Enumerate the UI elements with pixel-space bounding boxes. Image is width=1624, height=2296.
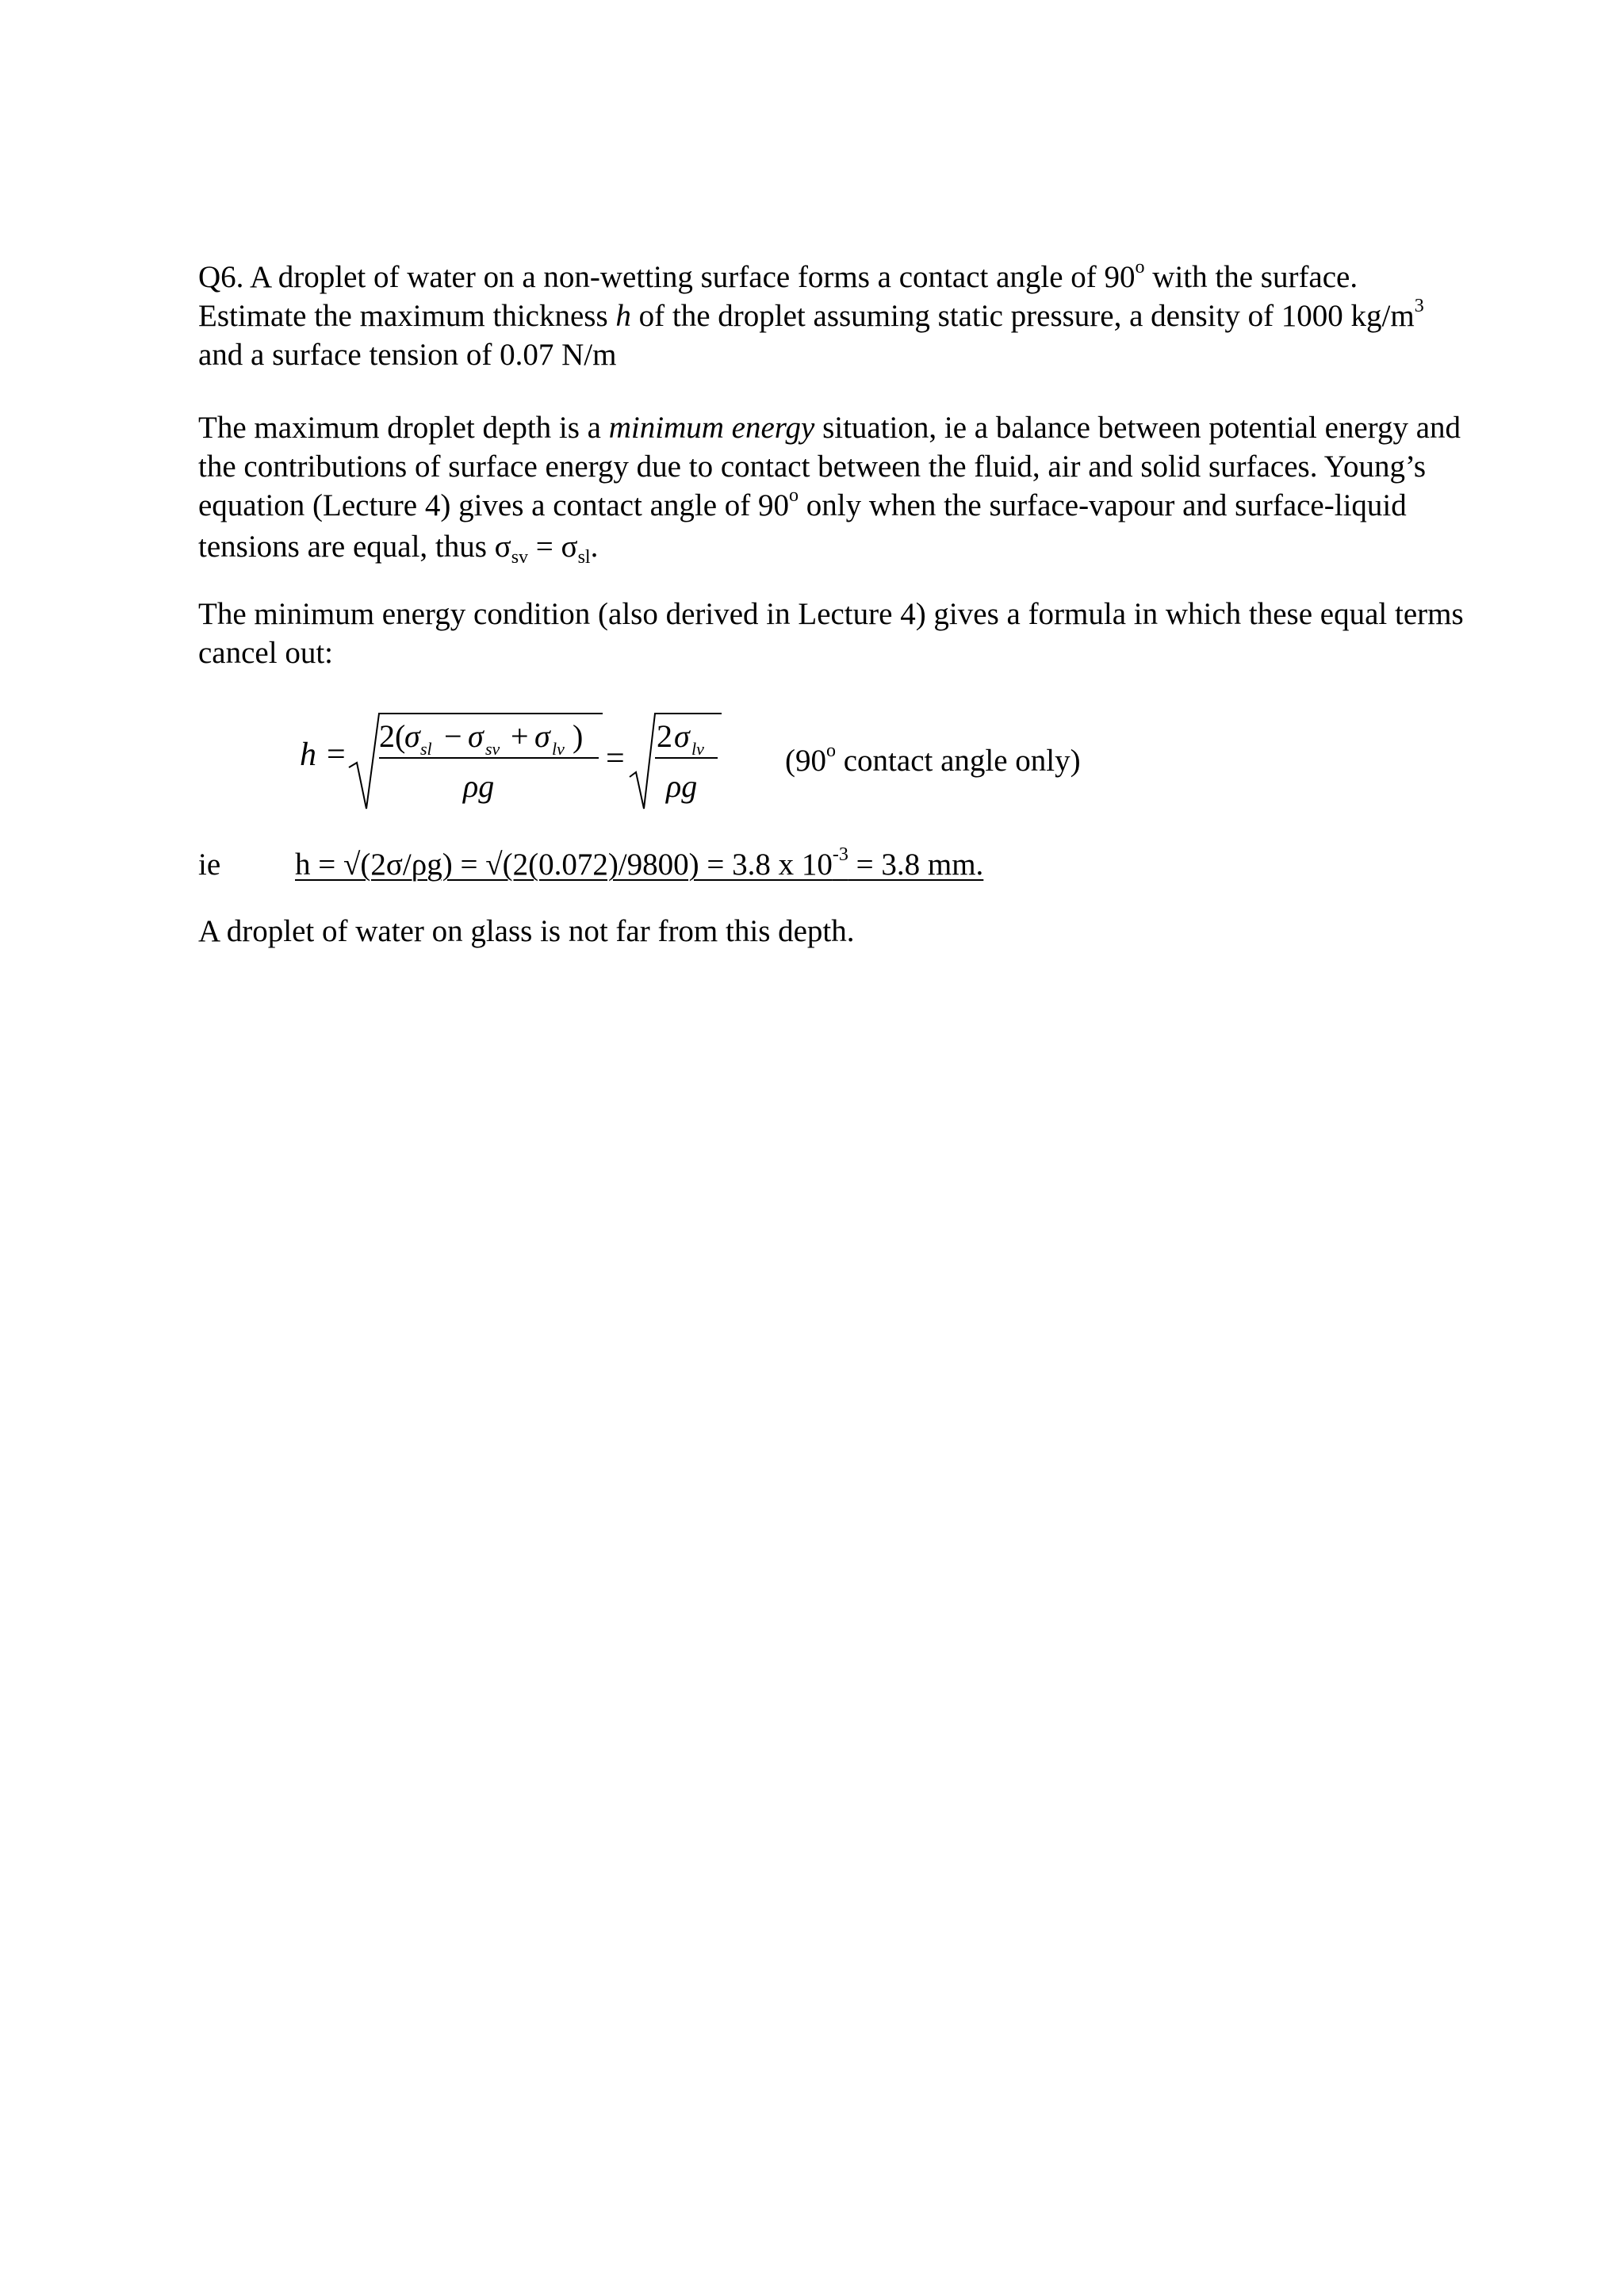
denominator-2: ρg <box>666 768 698 804</box>
denominator-1: ρg <box>463 768 495 804</box>
svg-text:): ) <box>573 718 584 754</box>
operator-minus: − <box>444 718 462 754</box>
question-line-2: Estimate the maximum thickness h of the droplet assuming static pressure, a density of 1000 $kg/m^3$ <box>198 296 1424 333</box>
explanation-line-3: equation (Lecture 4) gives a contact angle of 90$^o$ only when the surface-vapour and surface-liquid <box>198 485 1407 522</box>
equation-equals-2: = <box>606 740 625 777</box>
svg-text:(: ( <box>395 718 406 754</box>
explanation-paragraph <box>198 408 1467 569</box>
ie-label: ie <box>198 848 221 882</box>
emphasis-minimum-energy: minimum energy <box>608 411 815 445</box>
condition-paragraph <box>198 595 1467 672</box>
explanation-line-2: the contributions of surface energy due to contact between the fluid, air and solid surfaces. Young’s <box>198 450 1427 484</box>
operator-plus: + <box>511 718 529 754</box>
explanation-line-1: The maximum droplet depth is a minimum energy situation, ie a balance between potential energy and <box>198 411 1461 445</box>
equation-formula <box>293 698 737 817</box>
rhs-sigma-lv: σ <box>674 718 690 754</box>
rhs-subscript-lv: lv <box>691 739 704 759</box>
equation-lhs-h: h <box>300 737 316 773</box>
sigma-sv: σ <box>468 718 484 754</box>
numerator-coefficient: 2 <box>379 718 395 754</box>
sigma-sl: σ <box>404 718 420 754</box>
condition-line-1: The minimum energy condition (also derived in Lecture 4) gives a formula in which these equal terms <box>198 597 1464 631</box>
variable-h: h <box>615 299 631 333</box>
subscript-sl: sl <box>420 739 432 759</box>
question-paragraph <box>198 258 1467 374</box>
result-equation: h = √(2σ/ρg) = √(2(0.072)/9800) = 3.8 x $10^{-3} = 3.8$ mm. <box>295 844 984 882</box>
question-line-1: Q6. A droplet of water on a non-wetting surface forms a contact angle of 90$^o$ with the surface. <box>198 257 1358 294</box>
condition-line-2: cancel out: <box>198 636 333 670</box>
subscript-sv: sv <box>485 739 500 759</box>
equation-equals-1: = <box>327 737 346 773</box>
subscript-lv: lv <box>552 739 565 759</box>
sigma-lv: σ <box>534 718 550 754</box>
explanation-line-4: tensions are equal, thus $\sigma_{sv} = \sigma_{sl}$. <box>198 530 599 568</box>
equation-note: (90$^o$ contact angle only) <box>785 740 1081 778</box>
question-line-3: and a surface tension of 0.07 N/m <box>198 338 617 372</box>
rhs-coefficient: 2 <box>657 718 672 754</box>
closing-sentence: A droplet of water on glass is not far from this depth. <box>198 914 855 948</box>
